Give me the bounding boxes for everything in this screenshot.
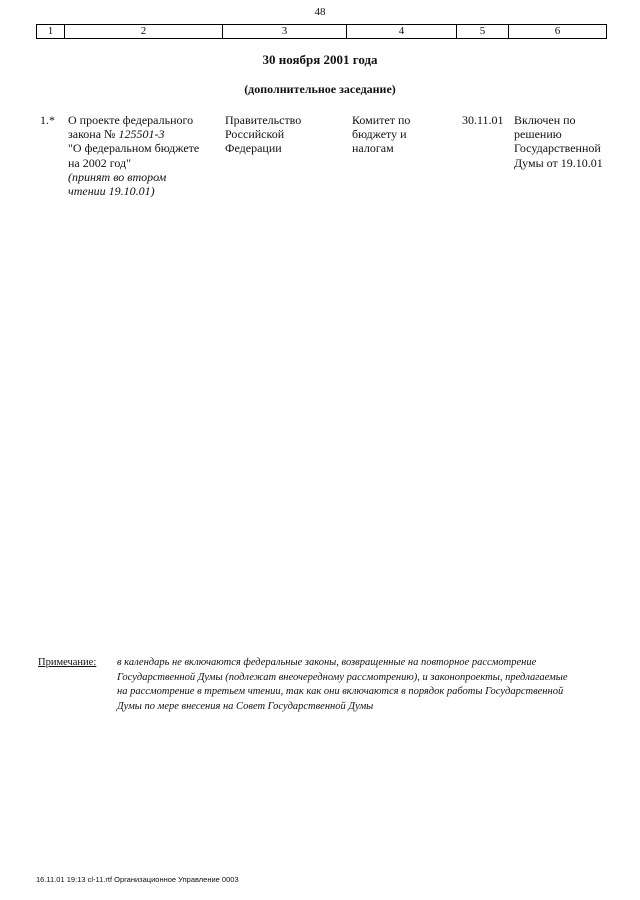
- column-number: 1: [37, 25, 65, 39]
- bill-number: 125501-3: [118, 127, 165, 142]
- date-heading: 30 ноября 2001 года: [262, 52, 378, 67]
- entry-remark: Включен по решению Государственной Думы от 19.10.01: [514, 113, 603, 170]
- reading-status: (принят во втором: [68, 169, 167, 184]
- column-number: 6: [509, 25, 607, 39]
- column-number: 2: [65, 25, 223, 39]
- entry-number: 1.*: [40, 113, 55, 127]
- initiator: Правительство Российской Федерации: [225, 113, 302, 156]
- reading-status: чтении 19.10.01): [68, 184, 155, 199]
- session-heading: (дополнительное заседание): [244, 82, 396, 96]
- document-footer: 16.11.01 19:13 cl-11.rtf Организационное Управление 0003: [36, 875, 239, 884]
- note-text: в календарь не включаются федеральные законы, возвращенные на повторное рассмотрение Государственной Думы (подлежат внеочередному рассмотрению), и законопроекты, предлагаемые на рассмотрение в третьем чтении, так как они включаются в порядок работы Государственной Думы по мере внесения на Совет Государственной Думы: [117, 657, 568, 712]
- entry-date: 30.11.01: [462, 113, 504, 127]
- responsible-committee: Комитет по бюджету и налогам: [352, 113, 411, 156]
- page-number: 48: [314, 6, 326, 18]
- note-label: Примечание:: [38, 657, 97, 668]
- column-number: 5: [457, 25, 509, 39]
- column-number-header: [36, 24, 607, 39]
- column-number: 4: [347, 25, 457, 39]
- bill-title: О проекте федерального закона № 125501-3 "О федеральном бюджете на 2002 год" (принят во втором чтении 19.10.01): [68, 113, 223, 198]
- column-number: 3: [223, 25, 347, 39]
